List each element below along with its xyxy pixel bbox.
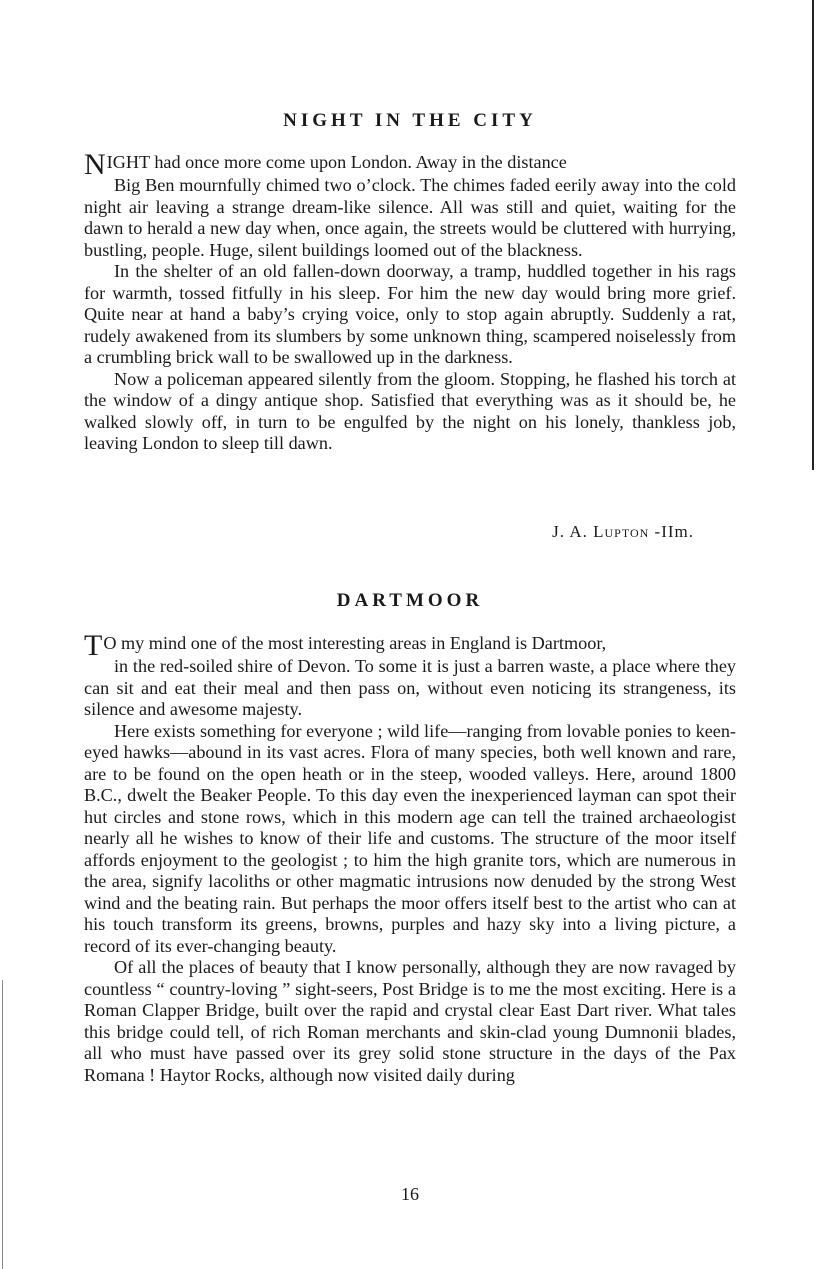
author-initials: J. A. <box>552 522 588 541</box>
page-number: 16 <box>401 1184 419 1204</box>
author-form: -IIm. <box>654 522 694 541</box>
section-body-night-in-the-city <box>84 148 736 455</box>
drop-cap: T <box>84 629 103 662</box>
page-edge-right <box>812 0 814 470</box>
paragraph-3: Now a policeman appeared silently from the gloom. Stopping, he flashed his torch at the window of a dingy antique shop. Satisfied that everything was as it should be, he walked slowly off, in turn to be engulfed by the night on his lonely, thankless job, leaving London to sleep till dawn. <box>84 368 736 453</box>
drop-cap: N <box>84 148 106 181</box>
section-title-night-in-the-city: NIGHT IN THE CITY <box>283 110 537 131</box>
paragraph-lead: IGHT had once more come upon London. Away in the distance <box>106 152 567 172</box>
section-body-dartmoor <box>84 629 736 1086</box>
paragraph-2: In the shelter of an old fallen-down doorway, a tramp, huddled together in his rags for warmth, tossed fitfully in his sleep. For him the new day would bring more grief. Quite near at hand a baby’s crying voice, only to stop again abruptly. Suddenly a rat, rudely awakened from its slumbers by some unknown thing, scampered noiselessly from a crumbling brick wall to be swallowed up in the darkness. <box>84 261 736 367</box>
author-surname: Lupton <box>593 522 650 541</box>
section-title-dartmoor: DARTMOOR <box>336 590 484 611</box>
paragraph-2: Here exists something for everyone ; wild life—ranging from lovable ponies to keen-eyed hawks—abound in its vast acres. Flora of many species, both well known and rare, are to be found on the open heath or in the steep, wooded valleys. Here, around 1800 B.C., dwelt the Beaker People. To this day even the inexperienced layman can spot their hut circles and stone rows, which in this modern age can tell the trained archaeologist nearly all he wishes to know of their life and customs. The structure of the moor itself affords enjoyment to the geologist ; to him the high granite tors, which are numerous in the area, signify lacoliths or other magmatic intrusions now denuded by the strong West wind and the beating rain. But perhaps the moor offers itself best to the artist who can at his touch transform its greens, browns, purples and hazy sky into a living picture, a record of its ever-changing beauty. <box>84 720 736 956</box>
paragraph-1 <box>84 629 736 721</box>
paragraph-lead: O my mind one of the most interesting areas in England is Dartmoor, <box>103 633 607 653</box>
paragraph-3: Of all the places of beauty that I know personally, although they are now ravaged by countless “ country-loving ” sight-seers, Post Bridge is to me the most exciting. Here is a Roman Clapper Bridge, built over the rapid and crystal clear East Dart river. What tales this bridge could tell, of rich Roman merchants and skin-clad young Dumnonii blades, all who must have passed over its grey solid stone structure in the days of the Pax Romana ! Haytor Rocks, although now visited daily during <box>84 957 736 1085</box>
paragraph-text: in the red-soiled shire of Devon. To some it is just a barren waste, a place where they can sit and eat their meal and then pass on, without even noticing its strangeness, its silence and awesome majesty. <box>84 656 736 719</box>
paragraph-text: Big Ben mournfully chimed two o’clock. The chimes faded eerily away into the cold night air leaving a strange dream-like silence. All was still and quiet, waiting for the dawn to herald a new day when, once again, the streets would be cluttered with hurrying, bustling, people. Huge, silent buildings loomed out of the blackness. <box>84 175 736 260</box>
page-edge-left <box>2 980 3 1269</box>
author-signature <box>84 522 694 542</box>
paragraph-1 <box>84 148 736 261</box>
